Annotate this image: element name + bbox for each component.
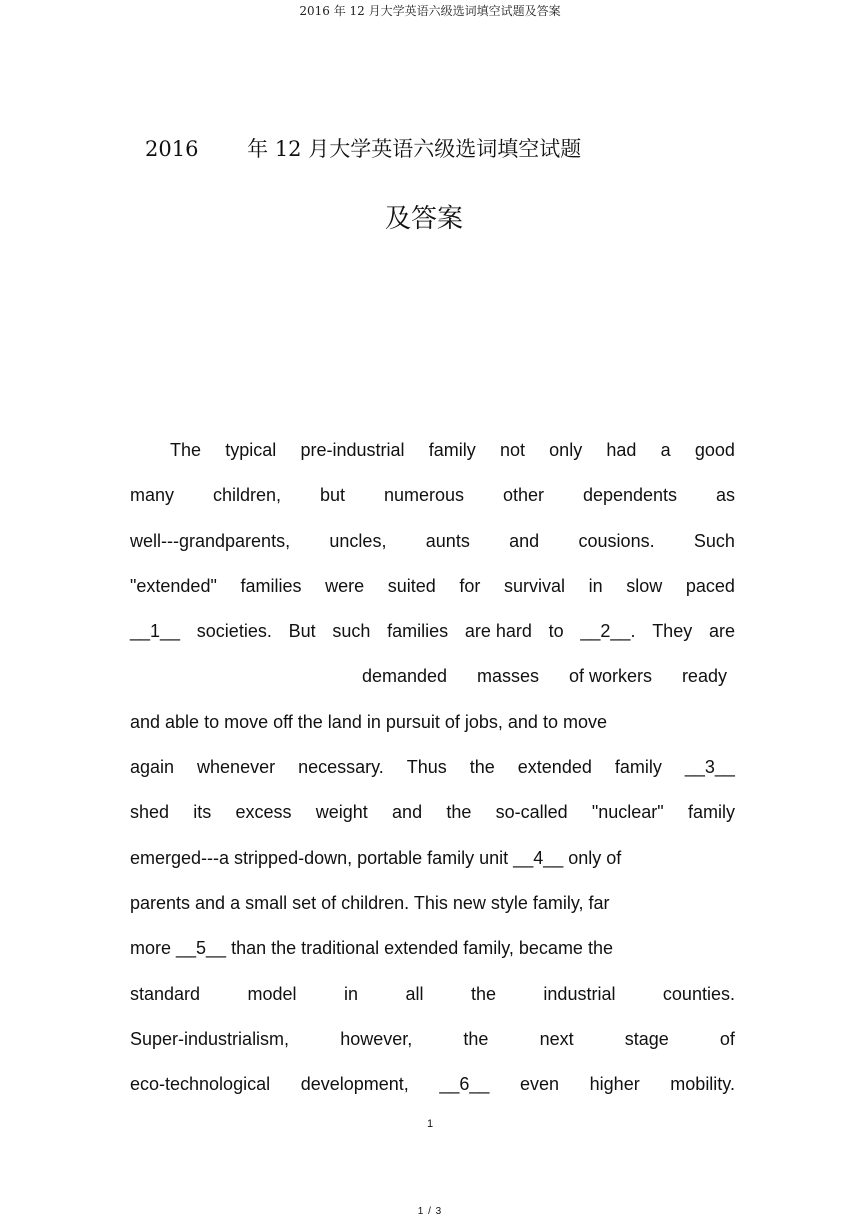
document-subtitle [0,198,860,235]
title-year: 2016 [145,137,199,161]
passage-word: higher [589,1074,640,1095]
document-title [145,133,765,163]
passage-body [130,434,735,1113]
passage-word: parents and a small set of children. This new style family, far [130,892,610,913]
passage-word: children, [212,485,282,506]
passage-word: "nuclear" [591,802,664,823]
passage-word: weight [315,802,368,823]
passage-word: ready [681,666,727,687]
passage-line [130,842,735,887]
passage-word: families [240,575,302,596]
running-header: 2016 年 12 月大学英语六级选词填空试题及答案 [299,4,561,18]
passage-word: family [614,757,662,778]
passage-word: survival [504,575,566,596]
passage-word: typical [225,440,277,460]
page-number: 1 [426,1118,434,1130]
passage-line [130,706,735,751]
passage-word: good [694,440,735,460]
passage-word: emerged---a stripped-down, portable family unit __4__ only of [130,847,622,868]
passage-word: dependents [582,485,678,506]
passage-word: however, [340,1028,413,1049]
passage-word: family [428,440,476,460]
passage-word: counties. [662,983,735,1004]
passage-word: The [170,440,202,460]
passage-word: aunts [425,530,470,551]
passage-word: only [549,440,583,460]
passage-word: stage [624,1028,669,1049]
passage-word: __3__ [684,757,735,778]
passage-word: Such [693,530,735,551]
passage-word: and able to move off the land in pursuit of jobs, and to move [130,711,607,732]
passage-word: the [469,757,495,778]
passage-word: cousions. [578,530,655,551]
passage-word: all [405,983,424,1004]
passage-word: __6__ [439,1074,490,1095]
passage-word: paced [685,575,735,596]
passage-word: were [325,575,365,596]
passage-word: mobility. [670,1074,735,1095]
passage-word: even [520,1074,560,1095]
passage-word: demanded [362,666,448,687]
passage-word: uncles, [329,530,387,551]
passage-word: the [446,802,472,823]
passage-word: had [606,440,637,460]
passage-word: are hard [464,621,532,642]
passage-word: again [130,757,175,778]
passage-line [130,796,735,841]
passage-word: standard [130,983,201,1004]
passage-line [130,1023,735,1068]
passage-word: "extended" [130,575,217,596]
passage-line [130,978,735,1023]
passage-word: well---grandparents, [130,530,291,551]
passage-word: model [247,983,297,1004]
passage-word: the [470,983,496,1004]
passage-word: of [719,1028,735,1049]
passage-word: but [319,485,345,506]
title-answer-suffix: 及答案 [384,204,463,234]
passage-word: family [687,802,735,823]
passage-word: extended [517,757,592,778]
passage-word: __1__ [130,621,181,642]
passage-word: not [499,440,525,460]
passage-word: and [509,530,540,551]
passage-word: eco-technological [130,1074,271,1095]
passage-word: slow [626,575,663,596]
passage-word: whenever [197,757,276,778]
passage-line [130,932,735,977]
passage-word: suited [387,575,436,596]
passage-word: to [548,621,564,642]
passage-line [130,751,735,796]
passage-word: societies. [196,621,272,642]
passage-line [130,1068,735,1113]
passage-word: pre-industrial [300,440,405,460]
passage-word: families [387,621,449,642]
passage-word: development, [300,1074,409,1095]
passage-word: and [392,802,423,823]
passage-word: __2__. [580,621,636,642]
passage-word: industrial [543,983,616,1004]
passage-word: as [715,485,735,506]
passage-word: in [344,983,359,1004]
passage-word: masses [477,666,540,687]
passage-line [130,479,735,524]
passage-line [130,887,735,932]
passage-word: more __5__ than the traditional extended family, became the [130,938,613,959]
passage-word: Thus [406,757,447,778]
passage-line [130,570,735,615]
passage-word: so-called [495,802,568,823]
passage-word: the [463,1028,489,1049]
passage-word: excess [235,802,292,823]
page-count: 1 / 3 [417,1206,443,1217]
passage-word: They [652,621,693,642]
passage-word: other [502,485,544,506]
passage-word: next [539,1028,574,1049]
passage-word: its [193,802,212,823]
passage-line [130,434,735,479]
passage-word: of workers [568,666,652,687]
passage-word: are [708,621,735,642]
passage-word: necessary. [298,757,384,778]
passage-line [130,615,735,660]
passage-word: in [588,575,603,596]
passage-word: many [130,485,175,506]
passage-word: Super-industrialism, [130,1028,290,1049]
passage-word: such [332,621,371,642]
passage-word: But [288,621,316,642]
passage-word: for [459,575,481,596]
passage-line [130,525,735,570]
passage-line [130,660,735,705]
passage-word: a [660,440,671,460]
title-main: 年 12 月大学英语六级选词填空试题 [247,137,582,161]
passage-word: shed [130,802,170,823]
passage-word: numerous [383,485,464,506]
